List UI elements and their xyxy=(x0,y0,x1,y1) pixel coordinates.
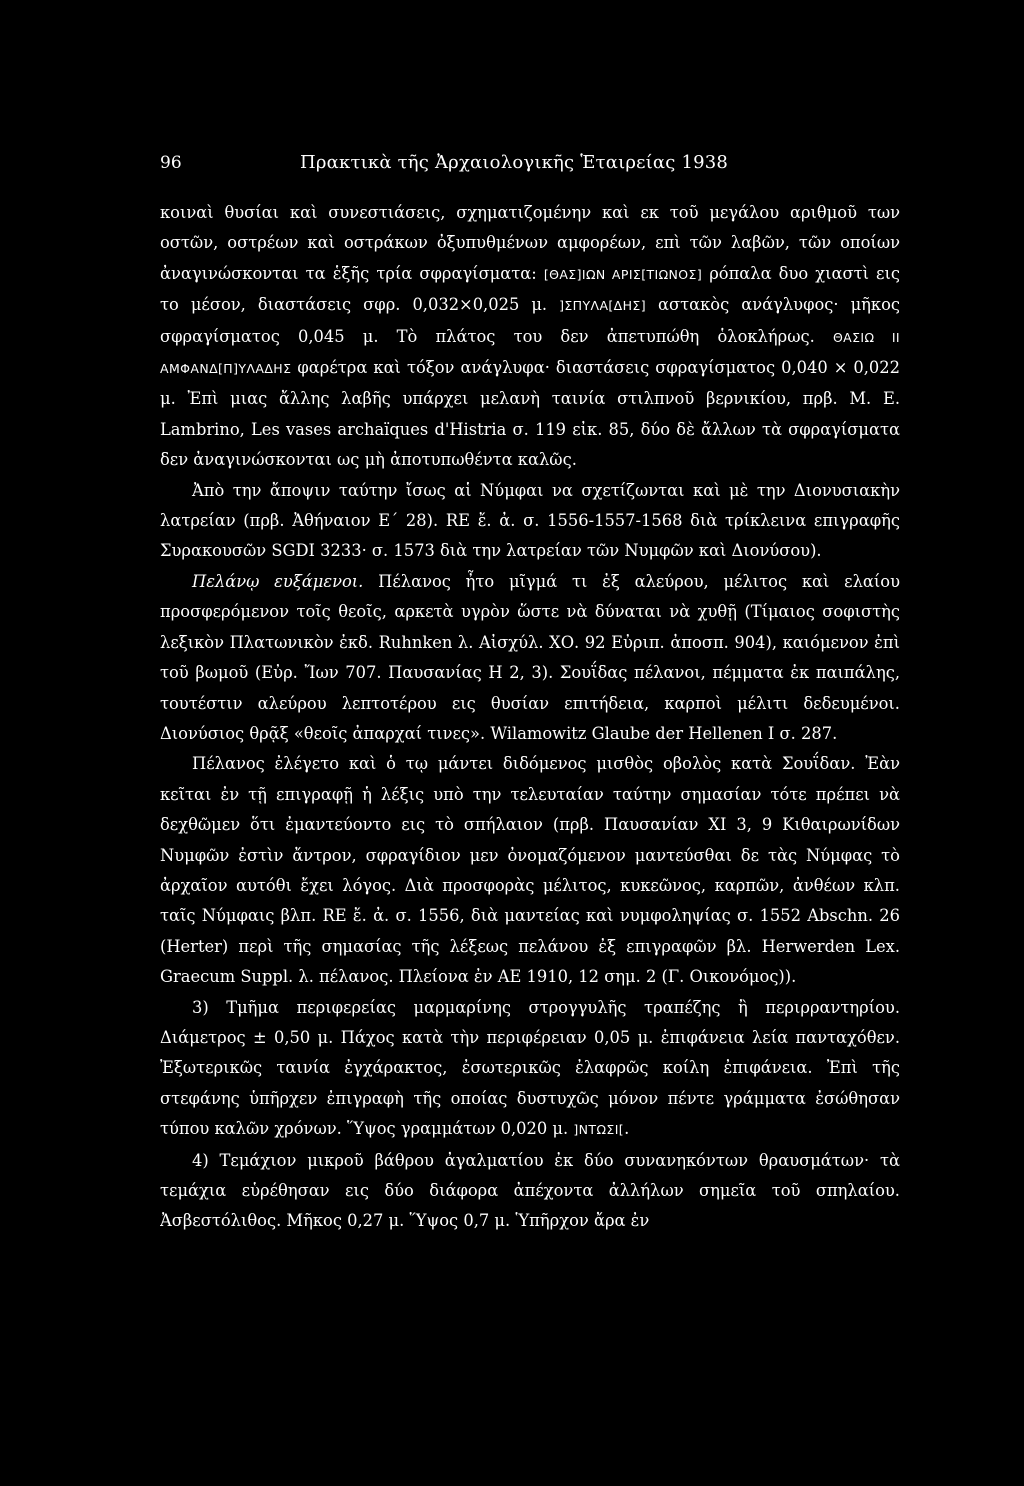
paragraph xyxy=(160,1146,900,1237)
paragraph-text: 3) Τμῆμα περιφερείας μαρμαρίνης στρογγυλῆς τραπέζης ἢ περιρραντηρίου. Διάμετρος ± 0,50 μ. Πάχος κατὰ τὴν περιφέρειαν 0,05 μ. ἐπιφάνεια λεία πανταχόθεν. Ἐξωτερικῶς ταινία ἐγχάρακτος, ἐσωτερικῶς ἐλαφρῶς κοίλη ἐπιφάνεια. Ἐπὶ τῆς στεφάνης ὑπῆρχεν ἐπιγραφὴ τῆς οποίας δυστυχῶς μόνον πέντε γράμματα ἐσώθησαν τύπου καλῶν χρόνων. Ὕψος γραμμάτων 0,020 μ. xyxy=(160,997,900,1139)
page-number: 96 xyxy=(160,153,182,173)
inscription-text: ]ΝΤΩΣΙ[ xyxy=(573,1122,625,1138)
paragraph xyxy=(160,476,900,567)
lemma-italic: Πελάνῳ ευξάμενοι. xyxy=(192,571,364,591)
paragraph xyxy=(160,567,900,749)
paragraph-text: φαρέτρα καὶ τόξον ανάγλυφα· διαστάσεις σφραγίσματος 0,040 × 0,022 μ. Ἐπὶ μιας ἄλλης λαβῆς υπάρχει μελανὴ ταινία στιλπνοῦ βερνικίου, πρβ. M. E. Lambrino, Les vases archaïques d'Histria σ. 119 εἰκ. 85, δύο δὲ ἄλλων τὰ σφραγίσματα δεν ἀναγινώσκονται ως μὴ ἀποτυπωθέντα καλῶς. xyxy=(160,358,900,470)
paragraph-text: αστακὸς ανάγλυφος· μῆκος σφραγίσματος 0,045 μ. Τὸ πλάτος του δεν ἀπετυπώθη ὁλοκλήρως. xyxy=(160,295,900,346)
inscription-text: ΘΑΣΙΩ ΙΙ ΑΜΦΑΝΔ[Π]ΥΛΑΔΗΣ xyxy=(160,329,900,377)
paragraph-text: Ἀπὸ την ἄποψιν ταύτην ἴσως αἱ Νύμφαι να σχετίζωνται καὶ μὲ την Διονυσιακὴν λατρείαν (πρβ. Ἀθήναιον Ε΄ 28). RE ἔ. ἀ. σ. 1556-1557-1568 διὰ τρίκλεινα επιγραφῆς Συρακουσῶν SGDI 3233· σ. 1573 διὰ την λατρείαν τῶν Νυμφῶν καὶ Διονύσου). xyxy=(160,480,900,561)
paragraph-text: Πέλανος ἐλέγετο καὶ ὁ τῳ μάντει διδόμενος μισθὸς οβολὸς κατὰ Σουΐδαν. Ἐὰν κεῖται ἐν τῇ επιγραφῇ ἡ λέξις υπὸ την τελευταίαν ταύτην σημασίαν τότε πρέπει νὰ δεχθῶμεν ὅτι ἐμαντεύοντο εις τὸ σπήλαιον (πρβ. Παυσανίαν XI 3, 9 Κιθαιρωνίδων Νυμφῶν ἐστὶν ἄντρον, σφραγίδιον μεν ὀνομαζόμενον μαντεύσθαι δε τὰς Νύμφας τὸ ἀρχαῖον αυτόθι ἔχει λόγος. Διὰ προσφορὰς μέλιτος, κυκεῶνος, καρπῶν, ἀνθέων κλπ. ταῖς Νύμφαις βλπ. RE ἔ. ἀ. σ. 1556, διὰ μαντείας καὶ νυμφοληψίας σ. 1552 Abschn. 26 (Herter) περὶ τῆς σημασίας τῆς λέξεως πελάνου ἐξ επιγραφῶν βλ. Herwerden Lex. Graecum Suppl. λ. πέλανος. Πλείονα ἐν ΑΕ 1910, 12 σημ. 2 (Γ. Οικονόμος)). xyxy=(160,754,900,987)
body-text xyxy=(160,198,900,1237)
inscription-text: ]ΣΠΥΛΑ[ΔΗΣ] xyxy=(559,298,647,314)
paragraph-text: . xyxy=(624,1119,630,1139)
paragraph-text: κοιναὶ θυσίαι καὶ συνεστιάσεις, σχηματιζομένην καὶ εκ τοῦ μεγάλου αριθμοῦ των οστῶν, οστρέων καὶ οστράκων ὀξυπυθμένων αμφορέων, επὶ τῶν λαβῶν, τῶν οποίων ἀναγινώσκονται τα ἑξῆς τρία σφραγίσματα: xyxy=(160,203,900,283)
document-page xyxy=(160,146,900,1446)
running-title: Πρακτικὰ τῆς Ἀρχαιολογικῆς Ἑταιρείας 1938 xyxy=(300,152,729,173)
inscription-text: [ΘΑΣ]ΙΩΝ ΑΡΙΣ[ΤΙΩΝΟΣ] xyxy=(543,266,703,282)
paragraph-text: 4) Τεμάχιον μικροῦ βάθρου ἀγαλματίου ἐκ δύο συνανηκόντων θραυσμάτων· τὰ τεμάχια εὑρέθησαν εις δύο διάφορα ἀπέχοντα ἀλλήλων σημεῖα τοῦ σπηλαίου. Ἀσβεστόλιθος. Μῆκος 0,27 μ. Ὕψος 0,7 μ. Ὑπῆρχον ἄρα ἐν xyxy=(160,1150,900,1231)
running-header xyxy=(160,146,900,180)
paragraph xyxy=(160,993,900,1146)
paragraph-text: Πέλανος ἦτο μῖγμά τι ἐξ αλεύρου, μέλιτος καὶ ελαίου προσφερόμενον τοῖς θεοῖς, αρκετὰ υγρὸν ὥστε νὰ δύναται νὰ χυθῇ (Τίμαιος σοφιστὴς λεξικὸν Πλατωνικὸν ἐκδ. Ruhnken λ. Αἰσχύλ. ΧΟ. 92 Εὐριπ. ἀποσπ. 904), καιόμενον ἐπὶ τοῦ βωμοῦ (Εὐρ. Ἴων 707. Παυσανίας Η 2, 3). Σουΐδας πέλανοι, πέμματα ἐκ παιπάλης, τουτέστιν αλεύρου λεπτοτέρου εις θυσίαν επιτήδεια, καρποὶ μέλιτι δεδευμένοι. Διονύσιος θρᾷξ «θεοῖς ἀπαρχαί τινες». Wilamowitz Glaube der Hellenen I σ. 287. xyxy=(160,571,900,743)
paragraph-text: ρόπαλα δυο χιαστὶ εις το μέσον, διαστάσεις σφρ. 0,032×0,025 μ. xyxy=(160,263,900,315)
paragraph xyxy=(160,749,900,992)
paragraph xyxy=(160,198,900,476)
